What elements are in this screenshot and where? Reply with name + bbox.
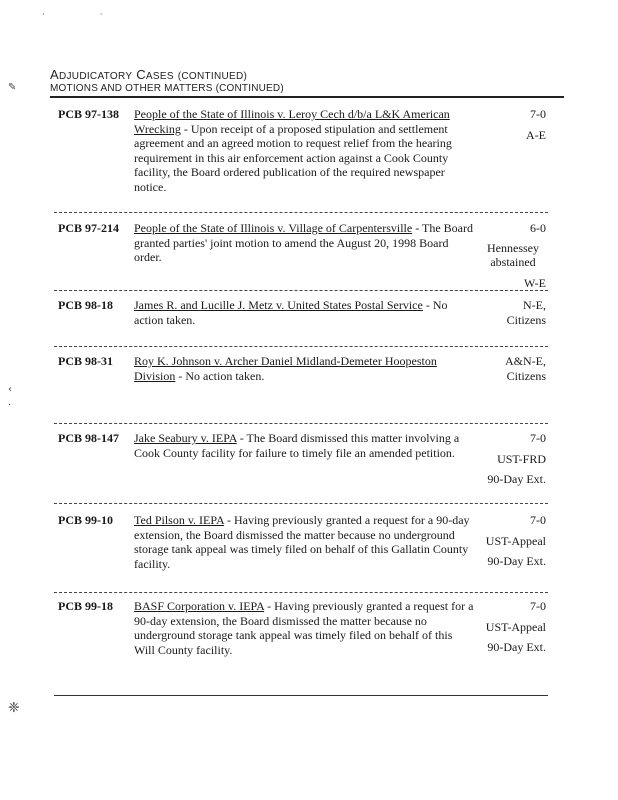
case-text: - The Board dismissed this matter involving a Cook County facility for failure to timely file an amended petition. [134, 431, 460, 460]
vote-value: 90-Day Ext. [487, 554, 546, 568]
vote-value: Citizens [506, 312, 546, 327]
case-text: - No action taken. [134, 298, 448, 327]
case-description [134, 431, 474, 460]
docket-number: PCB 98-18 [58, 298, 113, 312]
vote-value: 7-0 [530, 513, 546, 527]
footer-rule [54, 695, 548, 696]
vote-value: UST-Appeal [485, 533, 546, 548]
case-description [134, 513, 474, 571]
case-description [134, 599, 474, 657]
vote-value: A-E [526, 127, 546, 142]
margin-mark: ‹ [8, 384, 12, 395]
vote-value: A&N-E, [505, 354, 546, 368]
case-description [134, 221, 474, 265]
vote-column [466, 221, 546, 290]
vote-value: N-E, [523, 298, 546, 312]
margin-mark: · [8, 400, 12, 411]
case-text: - The Board granted parties' joint motion to amend the August 20, 1998 Board order. [134, 221, 473, 264]
vote-column [466, 431, 546, 487]
docket-number: PCB 97-138 [58, 107, 119, 121]
vote-value: 90-Day Ext. [487, 640, 546, 654]
vote-value: 90-Day Ext. [487, 472, 546, 486]
case-text: - Having previously granted a request for a 90-day extension, the Board dismissed the matter because no underground storage tank appeal was timely filed on behalf of this Gallatin County facility. [134, 513, 470, 571]
case-name: People of the State of Illinois v. Village of Carpentersville [134, 221, 413, 235]
case-text: - No action taken. [175, 368, 265, 383]
section-header [50, 67, 570, 94]
entry-separator [54, 290, 548, 291]
vote-value: Hennessey abstained [487, 240, 539, 269]
docket-number: PCB 97-214 [58, 221, 119, 235]
case-description [134, 298, 474, 327]
vote-value: 6-0 [530, 221, 546, 235]
case-name: James R. and Lucille J. Metz v. United States Postal Service [134, 298, 423, 312]
entry-separator [54, 423, 548, 424]
vote-value: 7-0 [530, 107, 546, 121]
vote-column [466, 513, 546, 569]
case-description [134, 107, 474, 194]
vote-column [466, 599, 546, 655]
docket-number: PCB 99-18 [58, 599, 113, 613]
vote-value: W-E [524, 275, 546, 290]
vote-column [466, 354, 546, 383]
case-text: - Having previously granted a request for a 90-day extension, the Board dismissed the matter because no underground storage tank appeal was timely filed on behalf of this Will County facility. [134, 599, 474, 657]
vote-value: 7-0 [530, 599, 546, 613]
docket-number: PCB 99-10 [58, 513, 113, 527]
case-text: - Upon receipt of a proposed stipulation and settlement agreement and an agreed motion to request relief from the hearing requirement in this air enforcement action against a Cook County facility, the Board ordered publication of the required newspaper notice. [134, 121, 452, 194]
vote-column [466, 298, 546, 327]
vote-value: UST-Appeal [485, 619, 546, 634]
header-rule [50, 96, 564, 98]
section-title: ADJUDICATORY CASES (CONTINUED) [50, 67, 248, 82]
case-name: Jake Seabury v. IEPA [134, 431, 237, 445]
margin-mark: ✎ [8, 82, 17, 93]
case-name: BASF Corporation v. IEPA [134, 599, 265, 613]
entry-separator [54, 592, 548, 593]
case-description [134, 354, 474, 383]
scan-specks: · · [42, 10, 129, 20]
vote-value: Citizens [506, 368, 546, 383]
entry-separator [54, 212, 548, 213]
section-subtitle: MOTIONS AND OTHER MATTERS (CONTINUED) [50, 83, 284, 94]
entry-separator [54, 346, 548, 347]
case-name: Ted Pilson v. IEPA [134, 513, 224, 527]
case-name: People of the State of Illinois v. Leroy Cech d/b/a L&K American Wrecking [134, 107, 450, 136]
docket-number: PCB 98-147 [58, 431, 119, 445]
case-name: Roy K. Johnson v. Archer Daniel Midland-Demeter Hoopeston Division [134, 354, 437, 383]
entry-separator [54, 503, 548, 504]
margin-mark: ❈ [8, 700, 20, 716]
docket-number: PCB 98-31 [58, 354, 113, 368]
vote-column [466, 107, 546, 142]
vote-value: 7-0 [530, 431, 546, 445]
vote-value: UST-FRD [497, 451, 546, 466]
